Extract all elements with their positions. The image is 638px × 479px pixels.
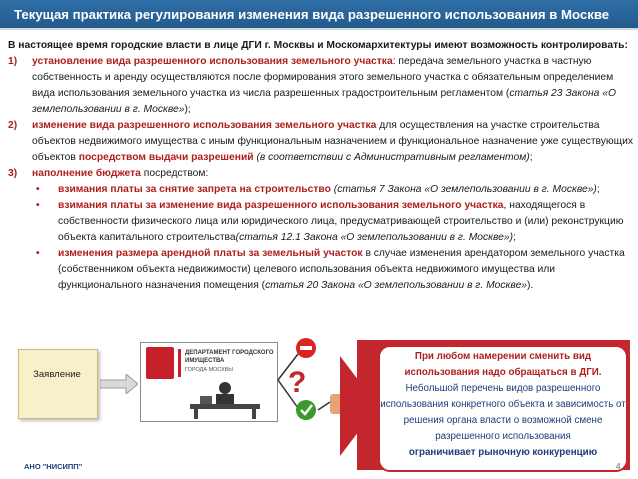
item-highlight: изменение вида разрешенного использования земельного участка (32, 120, 377, 131)
item-text: : передача земельного участка в частную собственность и аренду осуществляются после формирования этого земельного участка с обязательным определением вида использования земельного участка из числа разрешенных градостроительным регламентом ( (32, 56, 614, 99)
arrow-right-icon (100, 374, 138, 394)
message-line-3: ограничивает рыночную конкуренцию (408, 447, 598, 458)
question-mark-icon: ? (288, 366, 307, 399)
message-line-1: При любом намерении сменить вид использования надо обращаться в ДГИ. (404, 351, 602, 378)
bullet-item-3 (8, 246, 634, 294)
list-item-2 (8, 118, 634, 166)
bullet-end: ; (513, 232, 516, 243)
item-highlight-2: посредством выдачи разрешений (78, 152, 254, 163)
item-number: 2) (8, 120, 18, 131)
bullet-marker: • (36, 200, 40, 211)
footer-org: АНО "НИСИПП" (24, 462, 83, 471)
bullet-text: в случае изменения арендатором земельного участка (собственником объекта недвижимости) целевого использования объекта недвижимого имущества или функционального назначения помещения ( (58, 248, 625, 291)
bullet-highlight: изменения размера арендной платы за земельный участок (58, 248, 363, 259)
emblem-divider (178, 349, 181, 377)
item-reference: статья 23 Закона «О землепользовании в г. Москве» (32, 88, 616, 115)
list-item-1 (8, 54, 634, 118)
message-box (378, 345, 628, 472)
item-reference: (в соответствии с Административным регламентом) (253, 152, 530, 163)
item-text: посредством: (140, 168, 209, 179)
bullet-end: ). (527, 280, 534, 291)
bullet-marker: • (36, 248, 40, 259)
item-text: для осуществления на участке строительства объектов недвижимого имущества с иным функциональным назначением и функциональное назначение уже существующих объектов (32, 120, 634, 163)
application-note-icon (18, 349, 98, 419)
department-name: ДЕПАРТАМЕНТ ГОРОДСКОГО ИМУЩЕСТВА (185, 350, 274, 364)
bullet-item-1 (8, 182, 634, 198)
bullet-reference: статья 20 Закона «О землепользовании в г. Москве» (265, 280, 528, 291)
bullet-end: ; (596, 184, 600, 195)
application-label: Заявление (33, 369, 81, 380)
item-highlight: установление вида разрешенного использования земельного участка (32, 56, 393, 67)
item-number: 1) (8, 56, 18, 67)
department-city: ГОРОДА МОСКВЫ (185, 367, 234, 373)
title-bar (0, 0, 638, 30)
bullet-text: , находящегося в собственности физического лица или юридического лица, предусматривающей строительство и (или) реконструкцию объекта капитального строительства (58, 200, 624, 243)
body-text (8, 38, 634, 294)
page-number: 4 (616, 462, 621, 471)
clerk-at-desk-icon (180, 380, 270, 420)
item-end: ); (184, 104, 191, 115)
bullet-marker: • (36, 184, 40, 195)
slide-title: Текущая практика регулирования изменения вида разрешенного использования в Москве (14, 7, 610, 22)
bullet-reference: (статья 7 Закона «О землепользовании в г. Москве») (330, 184, 597, 195)
item-number: 3) (8, 168, 18, 179)
intro-text: В настоящее время городские власти в лице ДГИ г. Москвы и Москомархитектуры имеют возможность контролировать: (8, 40, 628, 51)
panel-arrow-icon (340, 356, 378, 456)
bullet-item-2 (8, 198, 634, 246)
list-item-3 (8, 166, 634, 182)
bullet-highlight: взимания платы за изменение вида разрешенного использования земельного участка (58, 200, 504, 211)
item-end: ; (529, 152, 533, 163)
message-line-2: Небольшой перечень видов разрешенного использования конкретного объекта и зависимость от решения органа власти о возможной смене разрешенного использования (380, 383, 626, 442)
check-icon (296, 400, 316, 420)
bullet-highlight: взимания платы за снятие запрета на строительство (58, 184, 331, 195)
moscow-emblem-icon (146, 347, 174, 379)
bullet-reference: (статья 12.1 Закона «О землепользовании в г. Москве») (235, 232, 514, 243)
item-highlight: наполнение бюджета (32, 168, 141, 179)
